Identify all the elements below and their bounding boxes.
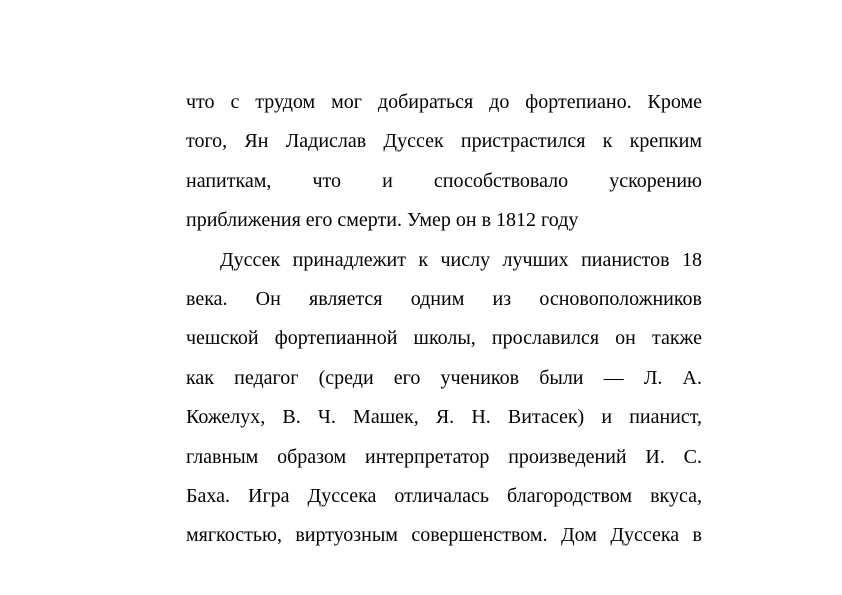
text-line: приближения его смерти. Умер он в 1812 году: [186, 209, 579, 232]
text-line: того, Ян Ладислав Дуссек пристрастился к крепким: [186, 130, 702, 153]
paragraph-2: [186, 241, 702, 556]
body-text: [186, 83, 702, 556]
text-line: напиткам, что и способствовало ускорению: [186, 169, 702, 192]
text-line: Кожелух, В. Ч. Машек, Я. Н. Витасек) и пианист,: [186, 406, 702, 429]
paragraph-1: [186, 83, 702, 241]
text-line: мягкостью, виртуозным совершенством. Дом Дуссека в: [186, 524, 702, 547]
text-line: как педагог (среди его учеников были — Л. А.: [186, 366, 702, 389]
text-line: главным образом интерпретатор произведений И. С.: [186, 445, 702, 468]
text-line: века. Он является одним из основоположников: [186, 287, 702, 310]
text-line: Баха. Игра Дуссека отличалась благородством вкуса,: [186, 484, 702, 507]
text-line: Дуссек принадлежит к числу лучших пианистов 18: [220, 248, 702, 271]
text-line: что с трудом мог добираться до фортепиано. Кроме: [186, 91, 702, 113]
text-line: чешской фортепианной школы, прославился он также: [186, 327, 702, 350]
